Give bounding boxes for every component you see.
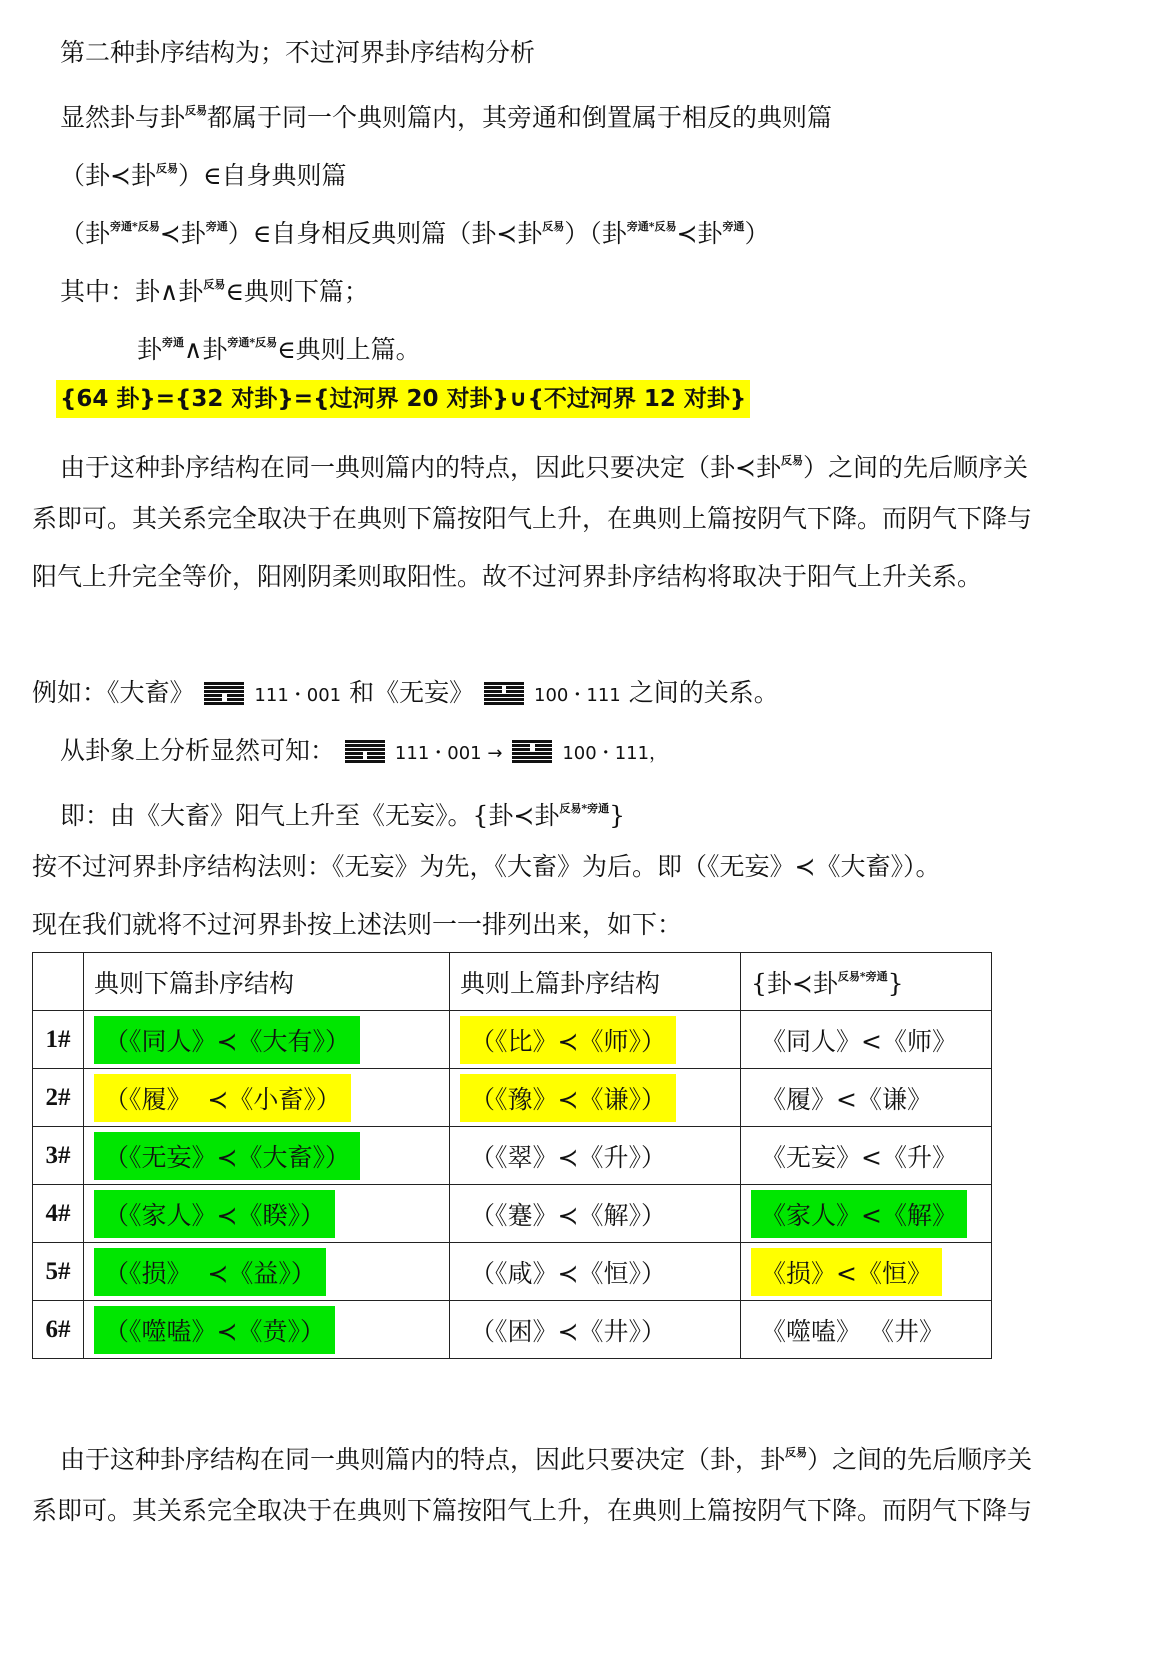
text: 按不过河界卦序结构法则：《无妄》为先，《大畜》为后。即（《无妄》≺《大畜》）。 <box>32 852 941 881</box>
pair-text: 《家人》<《解》 <box>751 1190 967 1238</box>
line-segment <box>512 748 530 751</box>
pair-cell <box>741 1185 992 1243</box>
superscript: 反易 <box>780 454 803 467</box>
line-segment <box>204 694 222 697</box>
lower-text: （《损》 ≺《益》） <box>94 1248 326 1296</box>
row-index: 4# <box>33 1185 84 1243</box>
superscript: 旁通*反易 <box>626 220 677 233</box>
example-line-3 <box>60 792 625 833</box>
table-row <box>33 1243 992 1301</box>
yang-line <box>512 760 552 763</box>
line-segment <box>484 686 502 689</box>
yang-line <box>512 752 552 755</box>
yang-line <box>204 682 244 685</box>
lower-cell <box>84 1011 450 1069</box>
line-segment <box>367 752 385 755</box>
yang-line <box>345 748 385 751</box>
upper-cell <box>450 1185 741 1243</box>
pair-cell <box>741 1069 992 1127</box>
pair-text: 《同人》<《师》 <box>761 1026 957 1056</box>
yang-line <box>484 702 524 705</box>
yang-line <box>204 702 244 705</box>
table-row <box>33 1185 992 1243</box>
text: 卦 <box>137 335 163 364</box>
paragraph-1-line-1 <box>60 444 1028 485</box>
hexagram-code: 111・001 <box>254 685 342 706</box>
example-line-1 <box>32 676 779 713</box>
yin-line <box>512 748 552 751</box>
line-segment <box>227 694 245 697</box>
lower-text: （《无妄》≺《大畜》） <box>94 1132 360 1180</box>
upper-text: （《咸》≺《恒》） <box>470 1258 666 1288</box>
row-index: 5# <box>33 1243 84 1301</box>
upper-text: （《比》≺《师》） <box>460 1016 676 1064</box>
line-segment <box>204 698 222 701</box>
example-line-2 <box>60 734 667 771</box>
pair-text: 《噬嗑》 《井》 <box>761 1316 944 1346</box>
highlighted-set-formula <box>56 382 750 416</box>
yang-line <box>512 756 552 759</box>
line-segment <box>512 752 552 755</box>
yin-line <box>484 686 524 689</box>
line-segment <box>204 682 244 685</box>
yang-line <box>345 760 385 763</box>
yang-line <box>204 686 244 689</box>
line-segment <box>204 690 244 693</box>
pair-cell <box>741 1301 992 1359</box>
pair-text: 《损》<《恒》 <box>751 1248 942 1296</box>
line-segment <box>484 682 524 685</box>
line-segment <box>512 744 530 747</box>
text: 系即可。其关系完全取决于在典则下篇按阳气上升，在典则上篇按阴气下降。而阴气下降与 <box>32 1496 1033 1525</box>
header-upper: 典则上篇卦序结构 <box>450 953 741 1011</box>
yang-line <box>345 744 385 747</box>
superscript: 反易 <box>185 104 208 117</box>
pair-cell <box>741 1011 992 1069</box>
upper-cell <box>450 1243 741 1301</box>
statement-line <box>60 94 832 135</box>
text: 系即可。其关系完全取决于在典则下篇按阳气上升，在典则上篇按阴气下降。而阴气下降与 <box>32 504 1033 533</box>
text: 都属于同一个典则篇内，其旁通和倒置属于相反的典则篇 <box>207 103 833 132</box>
hexagram-code: 100・111 <box>534 685 621 706</box>
pair-cell <box>741 1127 992 1185</box>
text: ≺卦 <box>159 219 206 248</box>
text: ≺卦 <box>676 219 723 248</box>
upper-cell <box>450 1069 741 1127</box>
paragraph-1-line-2 <box>32 502 1032 536</box>
yin-line <box>204 694 244 697</box>
line-segment <box>506 690 524 693</box>
yang-line <box>345 740 385 743</box>
hexagram-wuwang-icon <box>484 682 524 708</box>
text: ）（卦 <box>564 219 627 248</box>
upper-text: （《豫》≺《谦》） <box>460 1074 676 1122</box>
formula-line-3 <box>60 268 369 309</box>
superscript: 反易*旁通 <box>559 802 610 815</box>
yin-line <box>345 756 385 759</box>
line-segment <box>484 690 502 693</box>
text: ）∈自身相反典则篇（卦≺卦 <box>227 219 543 248</box>
yang-line <box>204 690 244 693</box>
text: 现在我们就将不过河界卦按上述法则一一排列出来，如下： <box>32 910 683 939</box>
yang-line <box>484 694 524 697</box>
text: } <box>609 801 626 830</box>
yang-line <box>512 740 552 743</box>
formula-line-2 <box>60 210 769 251</box>
superscript: 旁通 <box>722 220 745 233</box>
line-segment <box>512 760 552 763</box>
text: 例如：《大畜》 <box>32 678 195 707</box>
upper-text: （《蹇》≺《解》） <box>470 1200 666 1230</box>
lower-cell <box>84 1127 450 1185</box>
pair-text: 《无妄》<《升》 <box>761 1142 957 1172</box>
header-pair <box>741 953 992 1011</box>
text: 阳气上升完全等价，阳刚阴柔则取阳性。故不过河界卦序结构将取决于阳气上升关系。 <box>32 562 983 591</box>
example-line-5 <box>32 908 682 942</box>
superscript: 反易 <box>203 278 226 291</box>
line-segment <box>345 760 385 763</box>
upper-cell <box>450 1011 741 1069</box>
lower-text: （《噬嗑》≺《贲》） <box>94 1306 335 1354</box>
line-segment <box>204 702 244 705</box>
yang-line <box>484 698 524 701</box>
pair-text: 《履》<《谦》 <box>761 1084 932 1114</box>
header-lower: 典则下篇卦序结构 <box>84 953 450 1011</box>
text: ∧卦 <box>184 335 228 364</box>
yin-line <box>484 690 524 693</box>
text: ∈典则上篇。 <box>277 335 421 364</box>
text: ∈典则下篇； <box>225 277 369 306</box>
text: 和《无妄》 <box>349 678 475 707</box>
paragraph-1-line-3 <box>32 560 982 594</box>
text: 即：由《大畜》阳气上升至《无妄》。{卦≺卦 <box>60 801 560 830</box>
text: 其中：卦∧卦 <box>60 277 204 306</box>
table-row <box>33 1127 992 1185</box>
lower-text: （《同人》≺《大有》） <box>94 1016 360 1064</box>
line-segment <box>367 756 385 759</box>
yin-line <box>345 752 385 755</box>
lower-text: （《履》 ≺《小畜》） <box>94 1074 351 1122</box>
text: （卦≺卦 <box>60 161 156 190</box>
line-segment <box>484 698 524 701</box>
text: 显然卦与卦 <box>60 103 186 132</box>
paragraph-2-line-2 <box>32 1494 1032 1528</box>
superscript: 反易 <box>155 162 178 175</box>
lower-cell <box>84 1185 450 1243</box>
paragraph-2-line-1 <box>60 1436 1032 1477</box>
heading-text: 第二种卦序结构为；不过河界卦序结构分析 <box>60 38 536 67</box>
text: } <box>887 968 904 998</box>
superscript: 旁通 <box>205 220 228 233</box>
hexagram-order-table <box>32 952 992 1359</box>
lower-text: （《家人》≺《睽》） <box>94 1190 335 1238</box>
table-row <box>33 1011 992 1069</box>
text: 之间的关系。 <box>628 678 779 707</box>
line-segment <box>345 756 363 759</box>
yin-line <box>204 698 244 701</box>
text: ） <box>744 219 770 248</box>
line-segment <box>506 686 524 689</box>
text: ）之间的先后顺序关 <box>807 1445 1033 1474</box>
text: ）∈自身典则篇 <box>177 161 347 190</box>
text: ）之间的先后顺序关 <box>802 453 1028 482</box>
superscript: 反易 <box>785 1446 808 1459</box>
heading-line <box>60 36 535 70</box>
text: 由于这种卦序结构在同一典则篇内的特点，因此只要决定（卦，卦 <box>60 1445 786 1474</box>
text: 由于这种卦序结构在同一典则篇内的特点，因此只要决定（卦≺卦 <box>60 453 781 482</box>
table-row <box>33 1301 992 1359</box>
text: 从卦象上分析显然可知： <box>60 736 336 765</box>
table-row <box>33 1069 992 1127</box>
set-formula-text: {64 卦}={32 对卦}={过河界 20 对卦}∪{不过河界 12 对卦} <box>56 380 750 418</box>
yin-line <box>512 744 552 747</box>
lower-cell <box>84 1069 450 1127</box>
formula-line-4 <box>137 326 421 367</box>
line-segment <box>484 694 524 697</box>
upper-text: （《翠》≺《升》） <box>470 1142 666 1172</box>
table-header-row <box>33 953 992 1011</box>
yang-line <box>484 682 524 685</box>
text: （卦 <box>60 219 111 248</box>
superscript: 旁通 <box>162 336 185 349</box>
row-index: 6# <box>33 1301 84 1359</box>
header-index-cell <box>33 953 84 1011</box>
line-segment <box>535 748 553 751</box>
row-index: 2# <box>33 1069 84 1127</box>
superscript: 反易*旁通 <box>837 969 888 983</box>
upper-cell <box>450 1301 741 1359</box>
row-index: 1# <box>33 1011 84 1069</box>
line-segment <box>535 744 553 747</box>
example-line-4 <box>32 850 940 884</box>
superscript: 旁通*反易 <box>227 336 278 349</box>
line-segment <box>204 686 244 689</box>
formula-line-1 <box>60 152 346 193</box>
lower-cell <box>84 1301 450 1359</box>
hexagram-wuwang-icon <box>512 740 552 766</box>
line-segment <box>345 744 385 747</box>
line-segment <box>484 702 524 705</box>
row-index: 3# <box>33 1127 84 1185</box>
line-segment <box>227 698 245 701</box>
hexagram-dachu-icon <box>204 682 244 708</box>
superscript: 反易 <box>542 220 565 233</box>
upper-text: （《困》≺《井》） <box>470 1316 666 1346</box>
hexagram-dachu-icon <box>345 740 385 766</box>
line-segment <box>345 740 385 743</box>
line-segment <box>345 752 363 755</box>
lower-cell <box>84 1243 450 1301</box>
text: {卦≺卦 <box>751 968 838 998</box>
hexagram-code: 111・001 → <box>394 743 503 764</box>
hexagram-code: 100・111， <box>562 743 668 764</box>
upper-cell <box>450 1127 741 1185</box>
line-segment <box>512 740 552 743</box>
line-segment <box>512 756 552 759</box>
line-segment <box>345 748 385 751</box>
superscript: 旁通*反易 <box>110 220 160 233</box>
pair-cell <box>741 1243 992 1301</box>
